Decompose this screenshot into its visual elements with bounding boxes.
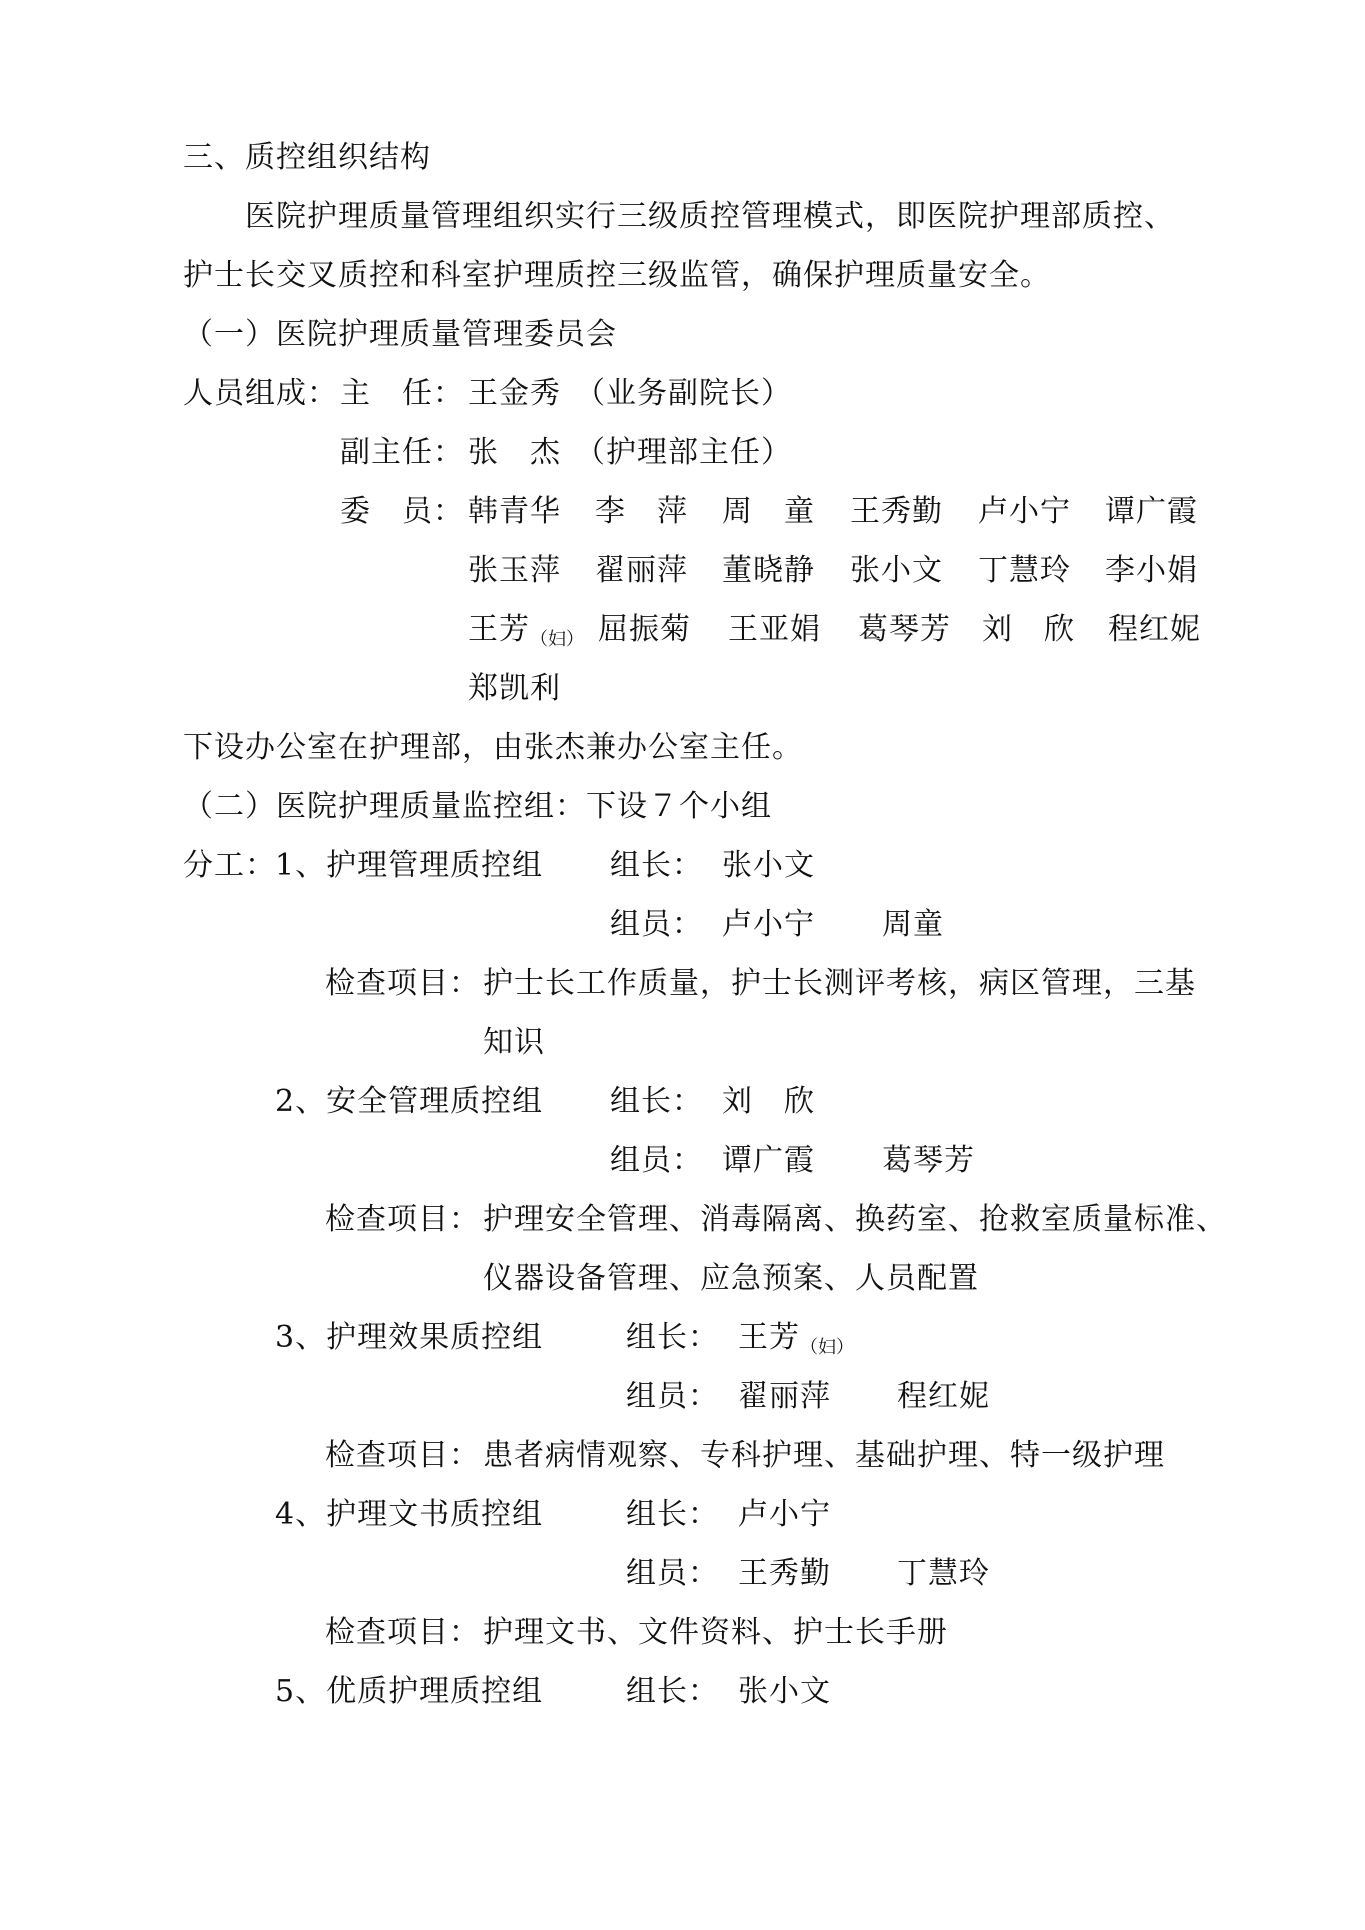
leader-label: 组长： — [610, 848, 703, 883]
committee-member: 周 童 — [722, 494, 815, 529]
committee-member: 葛琴芳 — [858, 612, 951, 647]
intro-line-1: 医院护理质量管理组织实行三级质控管理模式，即医院护理部质控、 — [245, 199, 1175, 234]
group-leader: 张小文 — [738, 1674, 831, 1709]
group-member: 卢小宁 — [722, 907, 815, 942]
member-label: 组员： — [610, 907, 703, 942]
committee-member: 李小娟 — [1105, 553, 1198, 588]
committee-member — [468, 612, 584, 652]
group-member: 周童 — [882, 907, 944, 942]
check-label: 检查项目： — [325, 1438, 480, 1473]
committee-member: 屈振菊 — [598, 612, 691, 647]
check-items: 护士长工作质量，护士长测评考核，病区管理，三基 — [483, 966, 1196, 1001]
group-leader: 张小文 — [722, 848, 815, 883]
member-label: 组员： — [626, 1556, 719, 1591]
group-name: 5、优质护理质控组 — [275, 1674, 544, 1709]
committee-member: 王秀勤 — [850, 494, 943, 529]
leader-label: 组长： — [626, 1497, 719, 1532]
members-label: 委 员： — [340, 494, 464, 529]
member-name: 王芳 — [468, 612, 530, 647]
group-leader: 刘 欣 — [722, 1084, 815, 1119]
group-name: 2、安全管理质控组 — [275, 1084, 544, 1119]
leader-name: 王芳 — [738, 1320, 800, 1355]
deputy-note: （护理部主任） — [575, 435, 792, 470]
committee-member: 丁慧玲 — [978, 553, 1071, 588]
group-member: 葛琴芳 — [882, 1143, 975, 1178]
deputy-name: 张 杰 — [468, 435, 561, 470]
check-items: 患者病情观察、专科护理、基础护理、特一级护理 — [483, 1438, 1165, 1473]
committee-member: 卢小宁 — [978, 494, 1071, 529]
group-name: 1、护理管理质控组 — [275, 848, 544, 883]
group-name: 3、护理效果质控组 — [275, 1320, 544, 1355]
group-member: 王秀勤 — [738, 1556, 831, 1591]
committee-member: 王亚娟 — [728, 612, 821, 647]
committee-member: 刘 欣 — [982, 612, 1075, 647]
committee-member: 翟丽萍 — [595, 553, 688, 588]
intro-line-2: 护士长交叉质控和科室护理质控三级监管，确保护理质量安全。 — [183, 258, 1051, 293]
monitoring-heading: （二）医院护理质量监控组：下设７个小组 — [183, 789, 772, 824]
group-member: 翟丽萍 — [738, 1379, 831, 1414]
committee-member: 韩青华 — [468, 494, 561, 529]
director-role: 主 任： — [340, 376, 464, 411]
member-label: 组员： — [610, 1143, 703, 1178]
check-label: 检查项目： — [325, 1202, 480, 1237]
director-note: （业务副院长） — [575, 376, 792, 411]
committee-member: 张玉萍 — [468, 553, 561, 588]
leader-label: 组长： — [626, 1320, 719, 1355]
deputy-role: 副主任： — [340, 435, 464, 470]
check-items: 护理文书、文件资料、护士长手册 — [483, 1615, 948, 1650]
committee-member: 李 萍 — [595, 494, 688, 529]
group-leader — [738, 1320, 854, 1360]
check-label: 检查项目： — [325, 1615, 480, 1650]
leader-suffix: （妇） — [800, 1337, 854, 1358]
member-label: 组员： — [626, 1379, 719, 1414]
check-items: 护理安全管理、消毒隔离、换药室、抢救室质量标准、 — [483, 1202, 1227, 1237]
group-leader: 卢小宁 — [738, 1497, 831, 1532]
leader-label: 组长： — [610, 1084, 703, 1119]
check-items: 知识 — [483, 1025, 545, 1060]
leader-label: 组长： — [626, 1674, 719, 1709]
group-name: 4、护理文书质控组 — [275, 1497, 544, 1532]
committee-member: 谭广霞 — [1105, 494, 1198, 529]
group-member: 谭广霞 — [722, 1143, 815, 1178]
section-title: 三、质控组织结构 — [183, 140, 431, 175]
member-suffix: （妇） — [530, 629, 584, 650]
group-member: 丁慧玲 — [897, 1556, 990, 1591]
composition-label: 人员组成： — [183, 376, 338, 411]
group-member: 程红妮 — [897, 1379, 990, 1414]
committee-heading: （一）医院护理质量管理委员会 — [183, 317, 617, 352]
committee-member: 张小文 — [850, 553, 943, 588]
check-items: 仪器设备管理、应急预案、人员配置 — [483, 1261, 979, 1296]
check-label: 检查项目： — [325, 966, 480, 1001]
committee-member: 董晓静 — [722, 553, 815, 588]
office-note: 下设办公室在护理部，由张杰兼办公室主任。 — [183, 730, 803, 765]
division-label: 分工： — [183, 848, 276, 883]
committee-member: 郑凯利 — [468, 671, 561, 706]
director-name: 王金秀 — [468, 376, 561, 411]
committee-member: 程红妮 — [1108, 612, 1201, 647]
